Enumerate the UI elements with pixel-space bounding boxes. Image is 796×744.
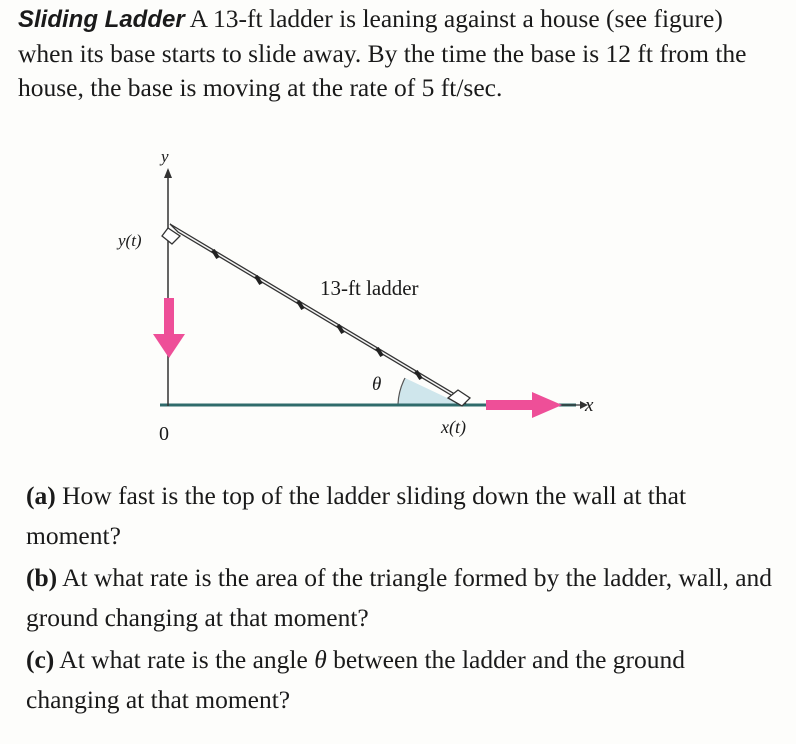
problem-title: Sliding Ladder (18, 6, 185, 33)
x-t-label: x(t) (441, 417, 466, 437)
question-c (26, 640, 776, 720)
question-b-label: (b) (26, 563, 58, 592)
problem-text: A 13-ft ladder is leaning against a house (see figure) when its base starts to slide away. By the time the base is 12 ft from the house, the base is moving at the rate of 5 ft/sec. (18, 4, 747, 102)
ladder (162, 224, 470, 406)
question-c-text-after: between the ladder and the ground changing at that moment? (26, 645, 686, 714)
angle-label: θ (372, 374, 382, 395)
y-axis-label: y (161, 147, 169, 166)
question-c-label: (c) (26, 645, 55, 674)
y-t-label: y(t) (118, 231, 142, 250)
y-axis-arrowhead (164, 168, 172, 178)
x-axis-label: x (585, 395, 594, 416)
question-b (26, 558, 776, 638)
ladder-label: 13-ft ladder (320, 276, 419, 300)
origin-label: 0 (159, 423, 169, 445)
right-arrow (486, 392, 562, 418)
question-a (26, 476, 776, 556)
question-b-text: At what rate is the area of the triangle formed by the ladder, wall, and ground changing at that moment? (26, 563, 773, 632)
question-a-text: How fast is the top of the ladder sliding down the wall at that moment? (26, 481, 687, 550)
question-c-theta: θ (314, 645, 327, 674)
down-arrow (153, 298, 185, 358)
question-c-text-before: At what rate is the angle (59, 645, 308, 674)
question-a-label: (a) (26, 481, 56, 510)
